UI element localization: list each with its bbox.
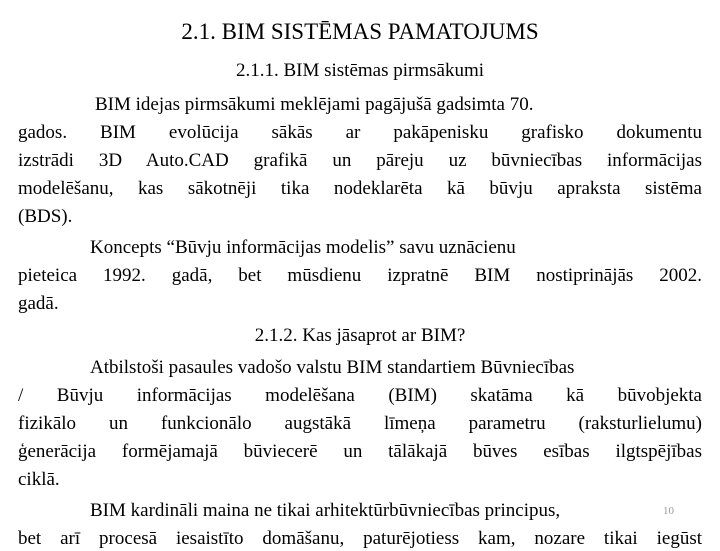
slide-title: 2.1. BIM SISTĒMAS PAMATOJUMS: [181, 19, 539, 44]
body-line: izstrādi 3D Auto.CAD grafikā un pāreju uz būvniecības informācijas: [18, 150, 702, 171]
section-heading-2: 2.1.2. Kas jāsaprot ar BIM?: [254, 325, 466, 346]
body-line: fizikālo un funkcionālo augstākā līmeņa parametru (raksturlielumu): [18, 413, 702, 434]
body-line: BIM idejas pirmsākumi meklējami pagājušā gadsimta 70.: [95, 94, 534, 115]
body-line: pieteica 1992. gadā, bet mūsdienu izpratnē BIM nostiprinājās 2002.: [18, 265, 702, 286]
body-line: gadā.: [18, 293, 59, 314]
body-line: ciklā.: [18, 469, 60, 490]
body-line: bet arī procesā iesaistīto domāšanu, paturējotiess kam, nozare tikai iegūst: [18, 528, 702, 549]
body-line: BIM kardināli maina ne tikai arhitektūrbūvniecības principus,: [90, 500, 561, 521]
page-number: 10: [663, 505, 674, 517]
body-line: (BDS).: [18, 206, 73, 227]
section-heading-1: 2.1.1. BIM sistēmas pirmsākumi: [235, 60, 485, 81]
body-line: Atbilstoši pasaules vadošo valstu BIM standartiem Būvniecības: [90, 357, 575, 378]
body-line: modelēšanu, kas sākotnēji tika nodeklarēta kā būvju apraksta sistēma: [18, 178, 702, 199]
body-line: / Būvju informācijas modelēšana (BIM) skatāma kā būvobjekta: [18, 385, 702, 406]
body-line: ģenerācija formējamajā būviecerē un tālākajā būves esības ilgtspējības: [18, 441, 702, 462]
body-line: Koncepts “Būvju informācijas modelis” savu uznācienu: [90, 237, 516, 258]
body-line: gados. BIM evolūcija sākās ar pakāpenisku grafisko dokumentu: [18, 122, 702, 143]
